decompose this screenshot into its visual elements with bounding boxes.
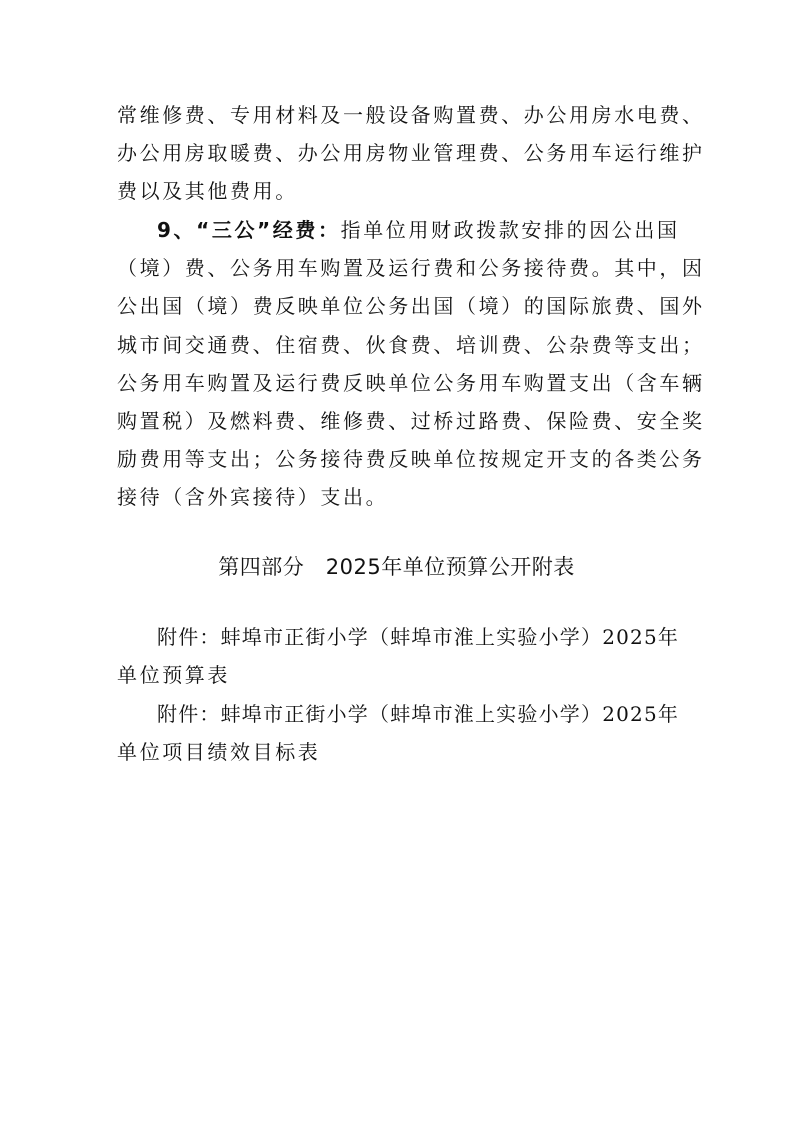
item9-line-8: 接待（含外宾接待）支出。 [117, 485, 389, 509]
body-line-1: 常维修费、专用材料及一般设备购置费、办公用房水电费、 [117, 103, 705, 127]
attachment-1-line-2: 单位预算表 [117, 663, 230, 687]
item9-line-7: 励费用等支出；公务接待费反映单位按规定开支的各类公务 [117, 447, 705, 471]
item9-first-line-text: 指单位用财政拨款安排的因公出国 [340, 218, 680, 242]
section-heading: 第四部分 2025年单位预算公开附表 [218, 555, 575, 579]
body-line-3: 费以及其他费用。 [117, 179, 298, 203]
attachment-1-line-1: 附件：蚌埠市正街小学（蚌埠市淮上实验小学）2025年 [157, 625, 680, 649]
body-line-2: 办公用房取暖费、办公用房物业管理费、公务用车运行维护 [117, 141, 705, 165]
attachment-2-line-2: 单位项目绩效目标表 [117, 740, 321, 764]
item9-label: 9、“三公”经费： [157, 218, 341, 242]
item9-line-4: 城市间交通费、住宿费、伙食费、培训费、公杂费等支出； [117, 333, 705, 357]
item9-line-6: 购置税）及燃料费、维修费、过桥过路费、保险费、安全奖 [117, 409, 705, 433]
item9-line-3: 公出国（境）费反映单位公务出国（境）的国际旅费、国外 [117, 294, 705, 318]
item9-first-line [157, 216, 680, 244]
item9-line-5: 公务用车购置及运行费反映单位公务用车购置支出（含车辆 [117, 371, 705, 395]
item9-line-2: （境）费、公务用车购置及运行费和公务接待费。其中，因 [117, 256, 705, 280]
attachment-2-line-1: 附件：蚌埠市正街小学（蚌埠市淮上实验小学）2025年 [157, 702, 680, 726]
